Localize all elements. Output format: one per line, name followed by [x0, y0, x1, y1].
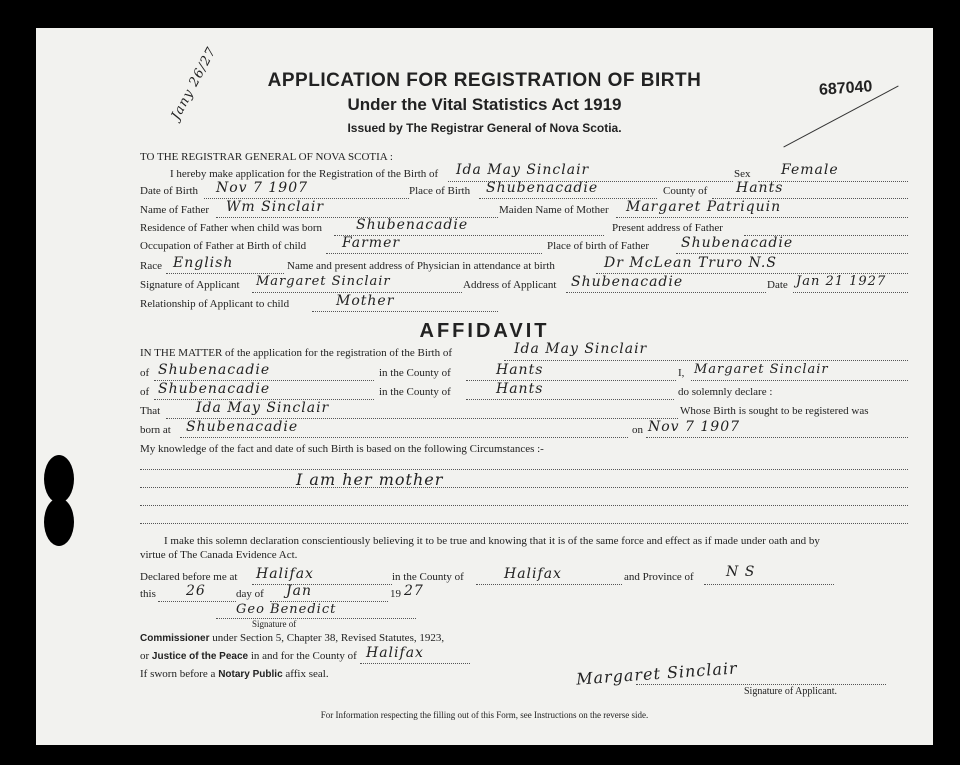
- occupation-label: Occupation of Father at Birth of child: [140, 240, 307, 252]
- applicant-address-label: Address of Applicant: [463, 279, 557, 291]
- dotted-line: [180, 437, 628, 438]
- physician-label: Name and present address of Physician in attendance at birth: [287, 260, 555, 272]
- dotted-line: [504, 360, 908, 361]
- applicant-address-value: Shubenacadie: [571, 274, 684, 290]
- punch-hole: [44, 455, 74, 503]
- that-name: Ida May Sinclair: [196, 400, 330, 416]
- present-address-label: Present address of Father: [612, 222, 723, 234]
- notary-rest: affix seal.: [285, 668, 329, 680]
- declared-at: Halifax: [256, 566, 314, 582]
- province-label: and Province of: [624, 571, 694, 583]
- punch-hole: [44, 498, 74, 546]
- matter-name: Ida May Sinclair: [514, 341, 648, 357]
- declaration-line-2: virtue of The Canada Evidence Act.: [140, 549, 298, 561]
- declaration-line-1: I make this solemn declaration conscientiously believing it to be true and knowing that it is of the same force and effect as if made under oath and by: [164, 535, 820, 547]
- pob-value: Shubenacadie: [486, 180, 599, 196]
- sex-value: Female: [781, 162, 839, 178]
- circumstance: I am her mother: [296, 470, 444, 489]
- of-place-2: Shubenacadie: [158, 381, 271, 397]
- county-label: County of: [663, 185, 708, 197]
- race-label: Race: [140, 260, 162, 272]
- dotted-line: [566, 292, 766, 293]
- physician-value: Dr McLean Truro N.S: [604, 255, 777, 271]
- this-label: this: [140, 588, 156, 600]
- residence-value: Shubenacadie: [356, 217, 469, 233]
- intro-text: I hereby make application for the Registration of the Birth of: [170, 168, 439, 180]
- relationship-label: Relationship of Applicant to child: [140, 298, 290, 310]
- to-registrar: TO THE REGISTRAR GENERAL OF NOVA SCOTIA :: [140, 151, 393, 163]
- declarant: Margaret Sinclair: [694, 362, 829, 377]
- or-label: or: [140, 650, 150, 662]
- of-label: of: [140, 386, 150, 398]
- father-birthplace-value: Shubenacadie: [681, 235, 794, 251]
- dob-label: Date of Birth: [140, 185, 199, 197]
- date-value: Jan 21 1927: [796, 274, 887, 289]
- matter-text: IN THE MATTER of the application for the registration of the Birth of: [140, 347, 453, 359]
- dotted-line: [636, 684, 886, 685]
- dotted-line: [140, 505, 908, 506]
- father-birthplace-label: Place of birth of Father: [547, 240, 650, 252]
- day: 26: [186, 583, 206, 599]
- knowledge-text: My knowledge of the fact and date of such Birth is based on the following Circumstances :-: [140, 443, 544, 455]
- birth-registration-form: [36, 28, 933, 745]
- dotted-line: [360, 663, 470, 664]
- notary-label: Notary Public: [218, 669, 283, 680]
- date-label: Date: [767, 279, 788, 291]
- occupation-value: Farmer: [342, 235, 401, 251]
- dotted-line: [476, 584, 622, 585]
- declared-label: Declared before me at: [140, 571, 238, 583]
- province: N S: [726, 564, 756, 580]
- dotted-line: [140, 487, 908, 488]
- dotted-line: [676, 253, 908, 254]
- form-number: 687040: [818, 78, 873, 99]
- issued-by: Issued by The Registrar General of Nova Scotia.: [347, 121, 622, 135]
- dotted-line: [140, 469, 908, 470]
- affidavit-heading: AFFIDAVIT: [419, 320, 550, 342]
- child-name: Ida May Sinclair: [456, 162, 590, 178]
- in-county-label: in the County of: [379, 367, 451, 379]
- declare-text: do solemnly declare :: [678, 386, 773, 398]
- notary-prefix: If sworn before a: [140, 668, 216, 680]
- mother-label: Maiden Name of Mother: [499, 204, 609, 216]
- mother-value: Margaret Patriquin: [626, 199, 782, 215]
- father-label: Name of Father: [140, 204, 210, 216]
- jp-county: Halifax: [366, 645, 424, 661]
- dotted-line: [793, 292, 908, 293]
- race-value: English: [173, 255, 234, 271]
- county-1: Hants: [496, 362, 544, 378]
- that-label: That: [140, 405, 161, 417]
- jp-rest: in and for the County of: [250, 650, 357, 662]
- commissioner-signature: Geo Benedict: [236, 602, 337, 617]
- pob-label: Place of Birth: [409, 185, 471, 197]
- on-label: on: [632, 424, 643, 436]
- dotted-line: [158, 601, 236, 602]
- sex-label: Sex: [734, 168, 751, 180]
- dotted-line: [691, 380, 908, 381]
- commissioner-rest: under Section 5, Chapter 38, Revised Statutes, 1923,: [212, 632, 445, 644]
- declared-county: Halifax: [504, 566, 562, 582]
- county-value: Hants: [736, 180, 784, 196]
- signature-of-label: Signature of: [252, 619, 297, 629]
- footer-note: For Information respecting the filling out of this Form, see Instructions on the reverse side.: [320, 710, 649, 720]
- signature-applicant-label: Signature of Applicant.: [744, 686, 838, 697]
- in-county-label: in the County of: [379, 386, 451, 398]
- relationship-value: Mother: [336, 293, 395, 309]
- jp-label: Justice of the Peace: [151, 651, 249, 662]
- year-prefix: 19: [390, 588, 401, 600]
- year: 27: [404, 583, 424, 599]
- form-title: APPLICATION FOR REGISTRATION OF BIRTH: [267, 70, 702, 91]
- form-subtitle: Under the Vital Statistics Act 1919: [347, 95, 622, 114]
- i-label: I,: [678, 367, 685, 379]
- dotted-line: [312, 311, 498, 312]
- born-at-label: born at: [140, 424, 171, 436]
- dotted-line: [616, 217, 908, 218]
- day-of-label: day of: [236, 588, 264, 600]
- born-on-value: Nov 7 1907: [648, 419, 741, 435]
- dotted-line: [326, 253, 542, 254]
- margin-note: Jany 26/27: [168, 44, 220, 123]
- dotted-line: [216, 618, 416, 619]
- applicant-sig-label: Signature of Applicant: [140, 279, 240, 291]
- county-2: Hants: [496, 381, 544, 397]
- whose-birth-text: Whose Birth is sought to be registered was: [680, 405, 869, 417]
- applicant-signature: Margaret Sinclair: [575, 658, 739, 689]
- dob-value: Nov 7 1907: [216, 180, 309, 196]
- declared-county-label: in the County of: [392, 571, 464, 583]
- born-at-value: Shubenacadie: [186, 419, 299, 435]
- commissioner-label: Commissioner: [140, 633, 210, 644]
- applicant-sig-value: Margaret Sinclair: [256, 274, 391, 289]
- dotted-line: [466, 399, 674, 400]
- dotted-line: [704, 584, 834, 585]
- dotted-line: [252, 584, 392, 585]
- father-value: Wm Sinclair: [226, 199, 325, 215]
- of-place-1: Shubenacadie: [158, 362, 271, 378]
- dotted-line: [140, 523, 908, 524]
- of-label: of: [140, 367, 150, 379]
- month: Jan: [286, 583, 312, 599]
- residence-label: Residence of Father when child was born: [140, 222, 323, 234]
- dotted-line: [646, 437, 908, 438]
